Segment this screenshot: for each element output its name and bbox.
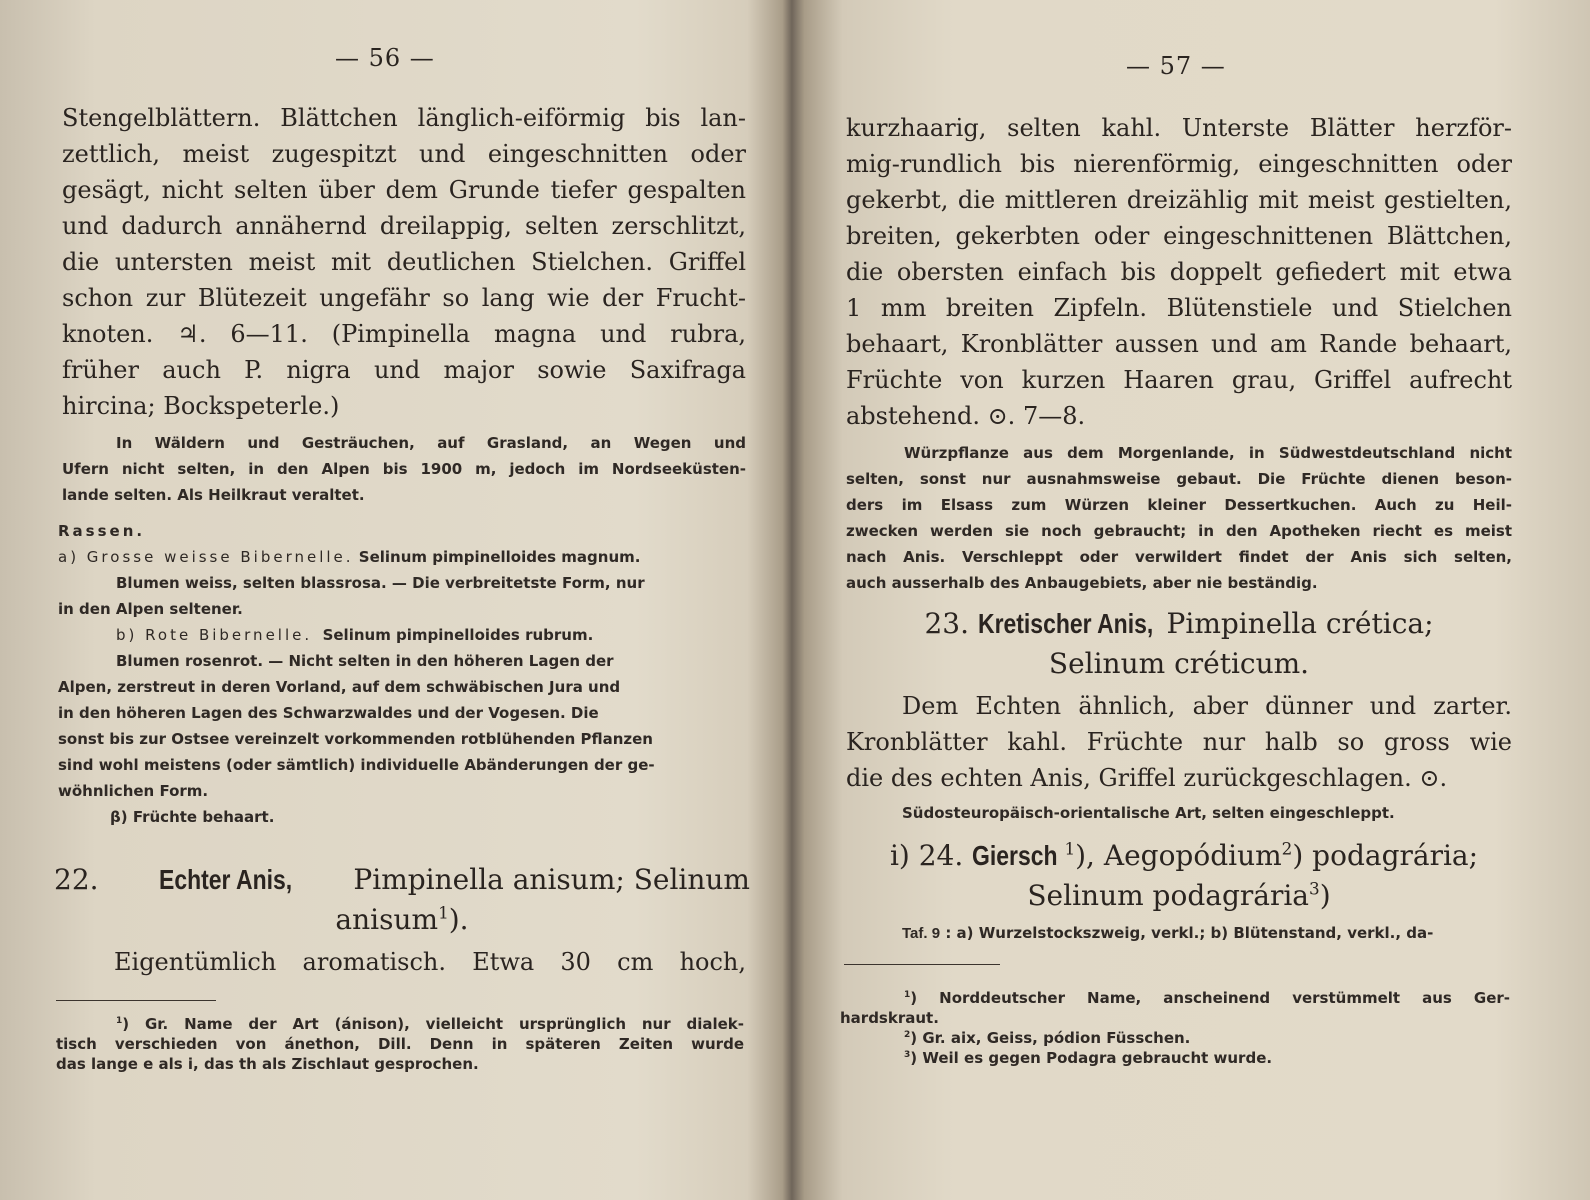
text-line: schon zur Blütezeit ungefähr so lang wie der Frucht- — [62, 284, 746, 312]
heading-22-end: ). — [448, 903, 469, 936]
left-paragraph-1 — [62, 100, 746, 424]
text-line: zwecken werden sie noch gebraucht; in den Apotheken riecht es meist — [846, 522, 1512, 540]
footnote-line — [840, 988, 1510, 1008]
left-footnote — [56, 1014, 744, 1074]
race-b-label: b) Rote Bibernelle. — [116, 626, 313, 644]
text-line: kurzhaarig, selten kahl. Unterste Blätter herzför- — [846, 114, 1512, 142]
text-line: Dem Echten ähnlich, aber dünner und zarter. — [902, 692, 1512, 720]
heading-24-end: ) — [1319, 879, 1331, 912]
race-a-line — [58, 544, 748, 570]
text-line: Eigentümlich aromatisch. Etwa 30 cm hoch, — [114, 948, 746, 976]
heading-22-line-1 — [54, 860, 750, 900]
left-paragraph-2 — [62, 944, 746, 980]
text-line: Würzpflanze aus dem Morgenlande, in Südwestdeutschland nicht — [904, 444, 1512, 462]
footnote-text: ) Gr. aix, Geiss, pódion Füsschen. — [910, 1029, 1191, 1047]
text-line: behaart, Kronblätter aussen und am Rande behaart, — [846, 330, 1512, 358]
left-page — [0, 0, 790, 1200]
text-line: sind wohl meistens (oder sämtlich) individuelle Abänderungen der ge- — [58, 756, 655, 774]
heading-23-line-2: Selinum créticum. — [1048, 647, 1310, 680]
right-habitat — [846, 440, 1512, 596]
text-line: zettlich, meist zugespitzt und eingeschnitten oder — [62, 140, 746, 168]
heading-23-number: 23. — [924, 607, 969, 640]
text-line: Kronblätter kahl. Früchte nur halb so gross wie — [846, 728, 1512, 756]
text-line: sonst bis zur Ostsee vereinzelt vorkommenden rotblühenden Pflanzen — [58, 730, 653, 748]
taf-label: Taf. 9 — [902, 925, 941, 942]
text-line: Blumen weiss, selten blassrosa. — Die verbreitetste Form, nur — [116, 574, 645, 592]
heading-22-latin: Pimpinella anisum; Selinum — [353, 863, 750, 896]
text-line: in den Alpen seltener. — [58, 600, 243, 618]
race-b-name: Selinum pimpinelloides rubrum. — [322, 626, 594, 644]
text-line: knoten. ♃. 6—11. (Pimpinella magna und rubra, — [62, 320, 746, 348]
text-line: und dadurch annähernd dreilappig, selten zerschlitzt, — [62, 212, 746, 240]
page-number-56: — 56 — — [335, 44, 435, 72]
text-line: hircina; Bockspeterle.) — [62, 392, 340, 420]
text-line: nach Anis. Verschleppt oder verwildert findet der Anis sich selten, — [846, 548, 1512, 566]
heading-23-common-name: Kretischer Anis, — [977, 608, 1154, 639]
text-line: gekerbt, die mittleren dreizählig mit meist gestielten, — [846, 186, 1512, 214]
text-line: breiten, gekerbten oder eingeschnittenen Blättchen, — [846, 222, 1512, 250]
footnote-text: ) Norddeutscher Name, anscheinend verstümmelt aus Ger- — [910, 989, 1510, 1007]
footnote-mark: 2 — [904, 1030, 911, 1040]
text-line: lande selten. Als Heilkraut veraltet. — [62, 486, 365, 504]
heading-23-latin: Pimpinella crética; — [1166, 607, 1434, 640]
heading-24-common-name: Giersch — [972, 840, 1058, 871]
text-line: selten, sonst nur ausnahmsweise gebaut. Die Früchte dienen beson- — [846, 470, 1512, 488]
text-line: auch ausserhalb des Anbaugebiets, aber nie beständig. — [846, 574, 1318, 592]
heading-22 — [54, 860, 750, 940]
race-a-label: a) Grosse weisse Bibernelle. — [58, 548, 354, 566]
text-line: Alpen, zerstreut in deren Vorland, auf dem schwäbischen Jura und — [58, 678, 621, 696]
text-line: die des echten Anis, Griffel zurückgeschlagen. ⊙. — [846, 764, 1448, 792]
text-line: Ufern nicht selten, in den Alpen bis 1900 m, jedoch im Nordseeküsten- — [62, 460, 746, 478]
text-line: wöhnlichen Form. — [58, 782, 209, 800]
left-habitat — [62, 430, 746, 508]
text-line: die untersten meist mit deutlichen Stielchen. Griffel — [62, 248, 746, 276]
text-line: ders im Elsass zum Würzen kleiner Dessertkuchen. Auch zu Heil- — [846, 496, 1512, 514]
text-line: die obersten einfach bis doppelt gefiedert mit etwa — [846, 258, 1512, 286]
text-line: gesägt, nicht selten über dem Grunde tiefer gespalten — [62, 176, 746, 204]
footnote-ref: 2 — [1281, 838, 1293, 859]
text-line: Südosteuropäisch-orientalische Art, selten eingeschleppt. — [902, 804, 1395, 822]
taf-line — [902, 920, 1514, 947]
footnote-mark: 3 — [904, 1050, 911, 1060]
footnote-mark: 1 — [904, 990, 911, 1000]
text-line: in den höheren Lagen des Schwarzwaldes und der Vogesen. Die — [58, 704, 599, 722]
heading-22-common-name: Echter Anis, — [158, 864, 292, 895]
footnote-mark: 1 — [116, 1016, 123, 1026]
page-number-57: — 57 — — [1126, 52, 1226, 80]
heading-24-latin-2: ) podagrária; — [1292, 839, 1479, 872]
race-b-line — [58, 622, 748, 648]
right-footnotes — [840, 988, 1510, 1068]
beta-line: β) Früchte behaart. — [110, 808, 275, 826]
text-line: abstehend. ⊙. 7—8. — [846, 402, 1086, 430]
text-line: Stengelblättern. Blättchen länglich-eiförmig bis lan- — [62, 104, 746, 132]
text-line: mig-rundlich bis nierenförmig, eingeschnitten oder — [846, 150, 1512, 178]
footnote-line: das lange e als i, das th als Zischlaut gesprochen. — [56, 1055, 479, 1073]
text-line: früher auch P. nigra und major sowie Saxifraga — [62, 356, 746, 384]
footnote-ref: 1 — [438, 902, 449, 923]
footnote-text: ) Weil es gegen Podagra gebraucht wurde. — [910, 1049, 1273, 1067]
right-page — [798, 0, 1590, 1200]
taf-text-line — [902, 920, 1514, 947]
text-line: 1 mm breiten Zipfeln. Blütenstiele und Stielchen — [846, 294, 1512, 322]
race-a-name: Selinum pimpinelloides magnum. — [358, 548, 641, 566]
footnote-rule — [844, 964, 1000, 965]
text-line: In Wäldern und Gesträuchen, auf Grasland, an Wegen und — [116, 434, 746, 452]
text-line: Früchte von kurzen Haaren grau, Griffel aufrecht — [846, 366, 1512, 394]
heading-22-number: 22. — [54, 863, 99, 896]
right-paragraph-2 — [846, 688, 1512, 796]
footnote-ref: 3 — [1309, 878, 1320, 899]
footnote-line: hardskraut. — [840, 1009, 939, 1027]
heading-24-latin: ), Aegopódium — [1075, 839, 1282, 872]
right-paragraph-1 — [846, 110, 1512, 434]
footnote-line — [840, 1048, 1510, 1068]
heading-24-prefix: i) 24. — [889, 839, 964, 872]
heading-24-line-1 — [846, 836, 1512, 876]
right-habitat-2 — [902, 800, 1502, 826]
heading-24-selinum: Selinum podagrária — [1027, 879, 1309, 912]
heading-23 — [846, 604, 1512, 684]
taf-text: : a) Wurzelstockszweig, verkl.; b) Blütenstand, verkl., da- — [945, 924, 1434, 942]
text-line: Blumen rosenrot. — Nicht selten in den höheren Lagen der — [116, 652, 614, 670]
rassen-section — [58, 518, 748, 830]
footnote-line: tisch verschieden von ánethon, Dill. Denn in späteren Zeiten wurde — [56, 1035, 744, 1053]
rassen-label: Rassen. — [58, 522, 146, 540]
heading-22-line-2 — [54, 900, 750, 940]
footnote-line — [840, 1028, 1510, 1048]
footnote-line — [56, 1014, 744, 1034]
heading-24 — [846, 836, 1512, 916]
heading-24-line-2 — [846, 876, 1512, 916]
footnote-ref: 1 — [1064, 838, 1076, 859]
footnote-text: ) Gr. Name der Art (ánison), vielleicht ursprünglich nur dialek- — [122, 1015, 744, 1033]
heading-23-line-1 — [846, 604, 1512, 644]
heading-22-latin-2: anisum — [335, 903, 439, 936]
footnote-rule — [56, 1000, 216, 1001]
